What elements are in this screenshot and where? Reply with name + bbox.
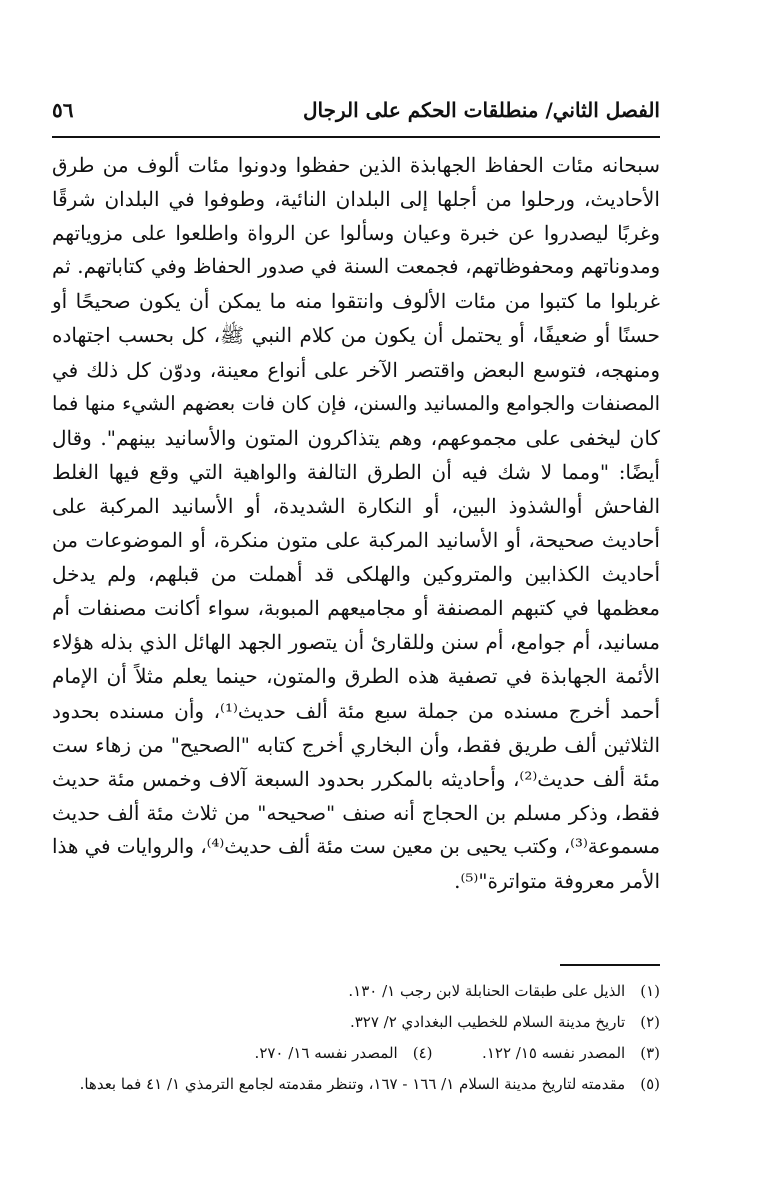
footnotes [52, 976, 660, 1100]
footnote-number: (٤) [412, 1044, 433, 1062]
text-line-last: الأمر معروفة متواترة"⁽⁵⁾. [454, 868, 660, 893]
text-line: المصنفات والجوامع والمسانيد والسنن، فإن كان فات بعضهم الشيء منها فما [52, 391, 661, 415]
text-line: فقط، وذكر مسلم بن الحجاج أنه صنف "صحيحه" من ثلاث مئة ألف حديث [52, 800, 660, 825]
footnote-text: المصدر نفسه ١٦/ ٢٧٠. [254, 1044, 398, 1062]
text-line: غربلوا ما كتبوا من مئات الألوف وانتقوا منه ما يمكن أن يكون صحيحًا أو [52, 289, 660, 314]
footnote-text: مقدمته لتاريخ مدينة السلام ١/ ١٦٦ - ١٦٧، وتنظر مقدمته لجامع الترمذي ١/ ٤١ فما بعدها. [79, 1075, 626, 1093]
footnote-1 [52, 976, 660, 1007]
footnote-2 [52, 1007, 660, 1038]
main-text [52, 148, 660, 898]
footnote-number: (٢) [640, 1013, 660, 1031]
footnote-3-4 [52, 1038, 660, 1069]
page-number: ٥٦ [52, 98, 74, 122]
text-line: حسنًا أو ضعيفًا، أو يحتمل أن يكون من كلام النبي ﷺ، كل بحسب اجتهاده [52, 323, 660, 348]
text-line: ومنهجه، فتوسع البعض واقتصر الآخر على أنواع معينة، ودوّن كل ذلك في [52, 357, 660, 382]
text-line: مئة ألف حديث⁽²⁾، وأحاديثه بالمكرر بحدود السبعة آلاف وخمس مئة حديث [52, 766, 660, 791]
text-line: أحاديث الكذابين والمتروكين والهلكى قد أهملت من قبلهم، ولم يدخل [52, 562, 660, 587]
text-line: مسانيد، أم جوامع، أم سنن وللقارئ أن يتصور الجهد الهائل الذي بذله هؤلاء [52, 630, 660, 655]
footnote-separator [560, 964, 660, 966]
text-line: الثلاثين ألف طريق فقط، وأن البخاري أخرج كتابه "الصحيح" من زهاء ست [52, 732, 660, 757]
footnote-number: (٣) [640, 1044, 660, 1062]
text-line: وغربًا ليصدروا عن خبرة وعيان وسألوا عن الرواة واطلعوا على مزوياتهم [52, 221, 660, 246]
text-line: الفاحش أوالشذوذ البين، أو النكارة الشديدة، أو الأسانيد المركبة على [52, 493, 660, 518]
text-line: ومدوناتهم ومحفوظاتهم، فجمعت السنة في صدور الحفاظ وفي كتاباتهم. ثم [52, 255, 660, 279]
text-line: الأحاديث، ورحلوا من أجلها إلى البلدان النائية، وطوفوا في البلدان شرقًا [52, 187, 660, 212]
footnote-5 [52, 1069, 660, 1100]
text-line: معظمها في كتبهم المصنفة أو مجاميعهم المبوبة، سواء أكانت مصنفات أم [52, 596, 660, 621]
text-line: سبحانه مئات الحفاظ الجهابذة الذين حفظوا ودونوا مئات ألوف من طرق [52, 153, 660, 177]
text-line: أيضًا: "ومما لا شك فيه أن الطرق التالفة والواهية التي وقع فيها الغلط [52, 459, 660, 484]
text-line: الأئمة الجهابذة في تصفية هذه الطرق والمتون، حينما يعلم مثلاً أن الإمام [52, 664, 660, 689]
footnote-text: الذيل على طبقات الحنابلة لابن رجب ١/ ١٣٠. [348, 982, 626, 1000]
text-line: كان ليخفى على مجموعهم، وهم يتذاكرون المتون والأسانيد بينهم". وقال [52, 425, 660, 450]
page-header [52, 96, 660, 138]
text-line: أحاديث صحيحة، أو الأسانيد المركبة على متون منكرة، أو الموضوعات من [52, 528, 660, 553]
chapter-title: الفصل الثاني/ منطلقات الحكم على الرجال [302, 98, 660, 122]
text-line: أحمد أخرج مسنده من جملة سبع مئة ألف حديث⁽¹⁾، وأن مسنده بحدود [52, 698, 660, 723]
footnote-number: (٥) [640, 1075, 660, 1093]
footnote-text: المصدر نفسه ١٥/ ١٢٢. [482, 1044, 626, 1062]
footnote-text: تاريخ مدينة السلام للخطيب البغدادي ٢/ ٣٢٧. [349, 1013, 626, 1031]
text-line: مسموعة⁽³⁾، وكتب يحيى بن معين ست مئة ألف حديث⁽⁴⁾، والروايات في هذا [52, 834, 660, 858]
footnote-number: (١) [640, 982, 660, 1000]
